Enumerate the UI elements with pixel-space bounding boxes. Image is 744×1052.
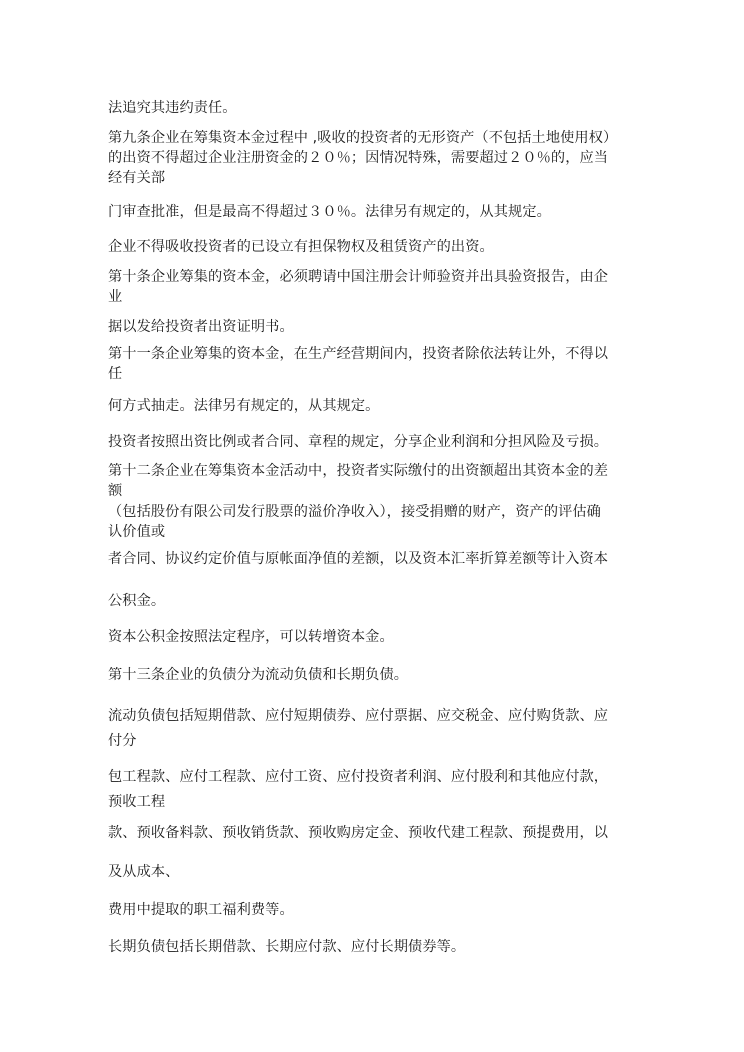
text-line: 及从成本、 bbox=[108, 864, 180, 880]
text-line: 的出资不得超过企业注册资金的２０％；因情况特殊，需要超过２０％的，应当 bbox=[108, 150, 609, 166]
text-line: 第九条企业在筹集资本金过程中 ,吸收的投资者的无形资产（不包括土地使用权） bbox=[108, 130, 618, 146]
text-line: 第十二条企业在筹集资本金活动中，投资者实际缴付的出资额超出其资本金的差 bbox=[108, 463, 609, 479]
text-line: 据以发给投资者出资证明书。 bbox=[108, 319, 294, 335]
text-line: 投资者按照出资比例或者合同、章程的规定，分享企业利润和分担风险及亏损。 bbox=[108, 434, 609, 450]
text-line: 款、预收备料款、预收销货款、预收购房定金、预收代建工程款、预提费用，以 bbox=[108, 825, 609, 841]
text-line: 企业不得吸收投资者的已设立有担保物权及租赁资产的出资。 bbox=[108, 239, 494, 255]
text-line: 认价值或 bbox=[108, 524, 166, 540]
text-line: 付分 bbox=[108, 733, 137, 749]
text-line: 长期负债包括长期借款、长期应付款、应付长期债券等。 bbox=[108, 939, 466, 955]
text-line: 公积金。 bbox=[108, 593, 166, 609]
text-line: 费用中提取的职工福利费等。 bbox=[108, 902, 294, 918]
text-line: 法追究其违约责任。 bbox=[108, 100, 237, 116]
text-line: 业 bbox=[108, 289, 123, 305]
text-line: 何方式抽走。法律另有规定的，从其规定。 bbox=[108, 398, 380, 414]
text-line: 经有关部 bbox=[108, 170, 166, 186]
text-line: 第十三条企业的负债分为流动负债和长期负债。 bbox=[108, 667, 409, 683]
text-line: 包工程款、应付工程款、应付工资、应付投资者利润、应付股利和其他应付款， bbox=[108, 769, 609, 785]
text-line: 者合同、协议约定价值与原帐面净值的差额，以及资本汇率折算差额等计入资本 bbox=[108, 551, 609, 567]
text-line: 额 bbox=[108, 483, 123, 499]
text-line: 任 bbox=[108, 366, 123, 382]
text-line: 流动负债包括短期借款、应付短期债券、应付票据、应交税金、应付购货款、应 bbox=[108, 708, 609, 724]
text-line: 门审查批准，但是最高不得超过３０％。法律另有规定的，从其规定。 bbox=[108, 204, 551, 220]
text-line: 资本公积金按照法定程序，可以转增资本金。 bbox=[108, 629, 394, 645]
text-line: 第十一条企业筹集的资本金，在生产经营期间内，投资者除依法转让外，不得以 bbox=[108, 346, 609, 362]
text-line: （包括股份有限公司发行股票的溢价净收入），接受捐赠的财产，资产的评估确 bbox=[108, 504, 601, 520]
text-line: 预收工程 bbox=[108, 794, 166, 810]
text-line: 第十条企业筹集的资本金，必须聘请中国注册会计师验资并出具验资报告，由企 bbox=[108, 269, 609, 285]
